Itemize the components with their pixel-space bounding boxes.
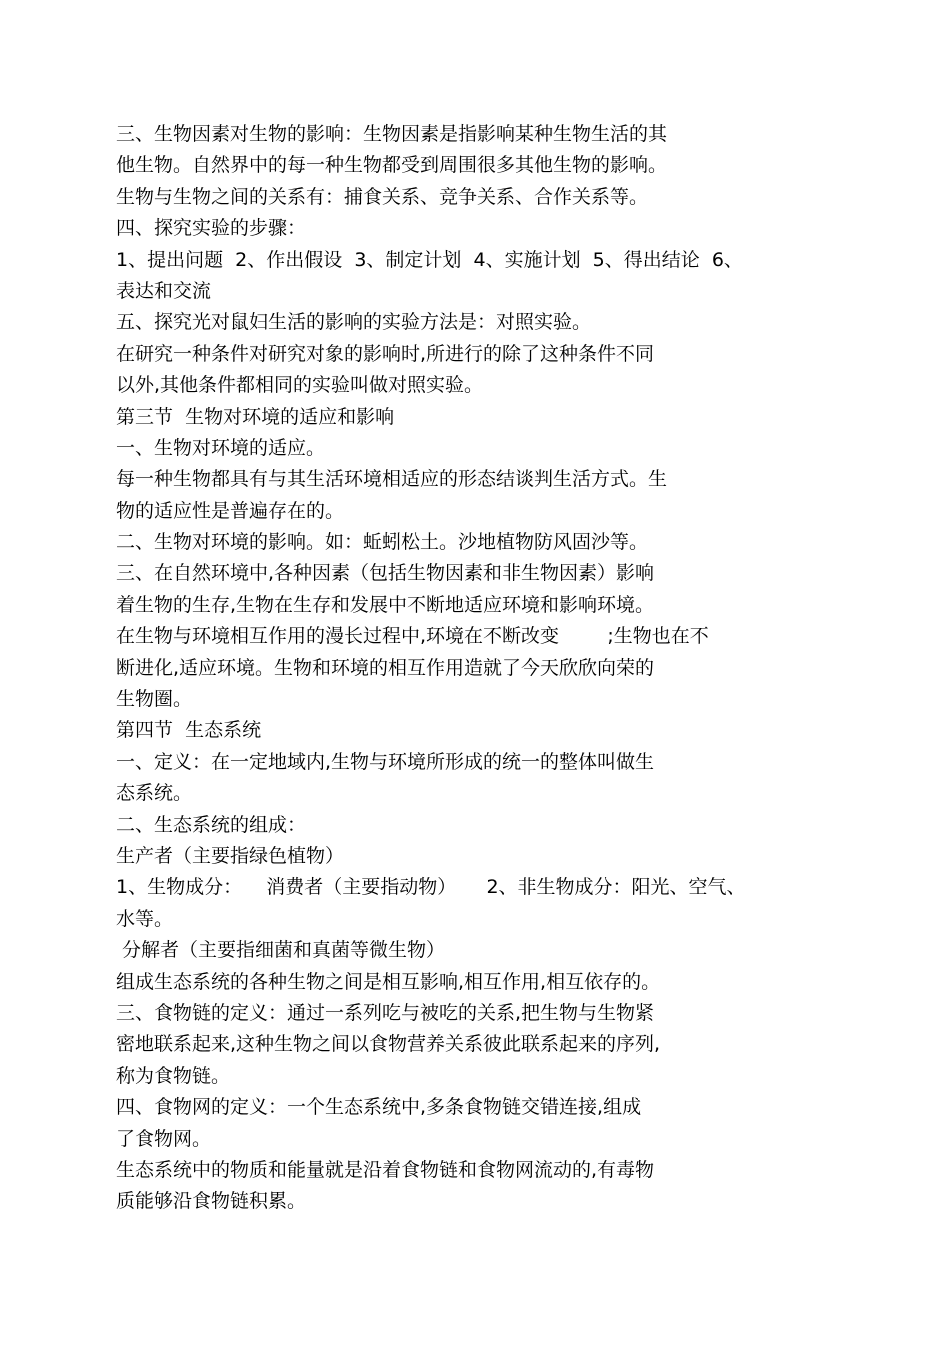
text-line: 态系统。 <box>116 782 193 805</box>
chapter-heading: 第四节 生态系统 <box>116 719 262 742</box>
text-line: 质能够沿食物链积累。 <box>116 1190 307 1213</box>
text-line: 表达和交流 <box>116 279 212 302</box>
section-heading: 二、生态系统的组成： <box>116 813 307 836</box>
text-line: 三、食物链的定义：通过一系列吃与被吃的关系,把生物与生物紧 <box>116 1001 655 1024</box>
text-line: 分解者（主要指细菌和真菌等微生物） <box>116 939 446 962</box>
text-line: 生产者（主要指绿色植物） <box>116 844 345 867</box>
text-line: 水等。 <box>116 907 174 930</box>
text-line: 组成生态系统的各种生物之间是相互影响,相互作用,相互依存的。 <box>116 970 661 993</box>
text-line: 三、在自然环境中,各种因素（包括生物因素和非生物因素）影响 <box>116 562 655 585</box>
text-line: 三、生物因素对生物的影响：生物因素是指影响某种生物生活的其 <box>116 123 668 145</box>
text-line: 一、定义：在一定地域内,生物与环境所形成的统一的整体叫做生 <box>116 750 655 773</box>
document-body <box>116 119 846 1218</box>
text-line: 二、生物对环境的影响。如：蚯蚓松土。沙地植物防风固沙等。 <box>116 531 649 554</box>
chapter-heading: 第三节 生物对环境的适应和影响 <box>116 405 395 428</box>
text-line: 在生物与环境相互作用的漫长过程中,环境在不断改变 ;生物也在不 <box>116 625 709 648</box>
section-heading: 四、探究实验的步骤： <box>116 217 307 240</box>
text-line: 断进化,适应环境。生物和环境的相互作用造就了今天欣欣向荣的 <box>116 656 655 679</box>
text-line: 四、食物网的定义：一个生态系统中,多条食物链交错连接,组成 <box>116 1096 642 1119</box>
text-line: 以外,其他条件都相同的实验叫做对照实验。 <box>116 374 484 397</box>
text-line: 1、提出问题 2、作出假设 3、制定计划 4、实施计划 5、得出结论 6、 <box>116 248 743 271</box>
text-line: 每一种生物都具有与其生活环境相适应的形态结谈判生活方式。生 <box>116 468 668 491</box>
text-line: 在研究一种条件对研究对象的影响时,所进行的除了这种条件不同 <box>116 342 655 365</box>
text-line: 了食物网。 <box>116 1127 212 1150</box>
section-heading: 一、生物对环境的适应。 <box>116 436 326 459</box>
text-line: 称为食物链。 <box>116 1064 231 1087</box>
text-line: 着生物的生存,生物在生存和发展中不断地适应环境和影响环境。 <box>116 593 655 616</box>
text-line: 物的适应性是普遍存在的。 <box>116 499 345 522</box>
text-line: 生态系统中的物质和能量就是沿着食物链和食物网流动的,有毒物 <box>116 1158 655 1181</box>
text-line: 生物圈。 <box>116 688 193 711</box>
text-line: 生物与生物之间的关系有：捕食关系、竞争关系、合作关系等。 <box>116 185 649 208</box>
text-line: 1、生物成分： 消费者（主要指动物） 2、非生物成分：阳光、空气、 <box>116 876 746 899</box>
text-line: 他生物。自然界中的每一种生物都受到周围很多其他生物的影响。 <box>116 154 668 177</box>
text-line: 五、探究光对鼠妇生活的影响的实验方法是：对照实验。 <box>116 311 592 334</box>
text-line: 密地联系起来,这种生物之间以食物营养关系彼此联系起来的序列, <box>116 1033 661 1056</box>
